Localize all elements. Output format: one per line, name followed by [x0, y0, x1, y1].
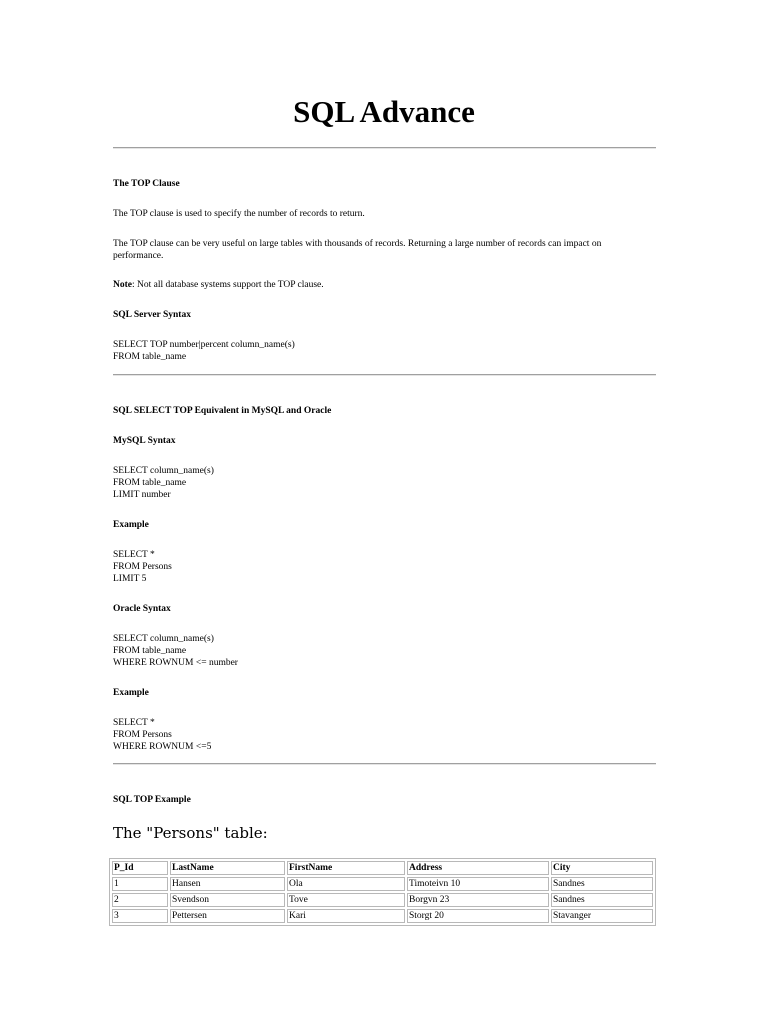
code-line: SELECT *: [113, 718, 155, 728]
table-row: [112, 909, 653, 923]
table-header-row: [112, 861, 653, 875]
table-cell: Storgt 20: [407, 909, 549, 923]
code-line: FROM Persons: [113, 562, 172, 572]
column-header: FirstName: [287, 861, 405, 875]
table-cell: Timoteivn 10: [407, 877, 549, 891]
table-cell: Sandnes: [551, 877, 653, 891]
mysql-syntax-code: [113, 465, 643, 501]
code-line: SELECT column_name(s): [113, 634, 214, 644]
table-cell: 1: [112, 877, 168, 891]
oracle-example-code: [113, 717, 643, 753]
table-row: [112, 893, 653, 907]
oracle-syntax-heading: Oracle Syntax: [113, 604, 171, 614]
column-header: Address: [407, 861, 549, 875]
code-line: FROM table_name: [113, 478, 187, 488]
sqlserver-syntax-heading: SQL Server Syntax: [113, 310, 191, 320]
table-cell: Kari: [287, 909, 405, 923]
divider: [113, 763, 656, 765]
oracle-example-heading: Example: [113, 688, 149, 698]
mysql-example-heading: Example: [113, 520, 149, 530]
section-heading-top-example: SQL TOP Example: [113, 795, 191, 805]
code-line: LIMIT 5: [113, 574, 147, 584]
table-cell: Sandnes: [551, 893, 653, 907]
table-cell: Tove: [287, 893, 405, 907]
paragraph-top-purpose: The TOP clause is used to specify the number of records to return.: [113, 209, 365, 219]
code-line: LIMIT number: [113, 490, 171, 500]
note-label: Note: [113, 280, 132, 290]
code-line: FROM table_name: [113, 646, 187, 656]
note-paragraph: [113, 279, 643, 291]
paragraph-top-usefulness: The TOP clause can be very useful on large tables with thousands of records. Returning a large number of records can impact on performance.: [113, 239, 602, 261]
table-cell: Borgvn 23: [407, 893, 549, 907]
column-header: P_Id: [112, 861, 168, 875]
note-text: : Not all database systems support the TOP clause.: [132, 280, 324, 290]
table-cell: Ola: [287, 877, 405, 891]
mysql-syntax-heading: MySQL Syntax: [113, 436, 176, 446]
table-cell: 2: [112, 893, 168, 907]
code-line: WHERE ROWNUM <=5: [113, 742, 212, 752]
column-header: LastName: [170, 861, 285, 875]
column-header: City: [551, 861, 653, 875]
code-line: WHERE ROWNUM <= number: [113, 658, 238, 668]
table-cell: Hansen: [170, 877, 285, 891]
table-cell: Pettersen: [170, 909, 285, 923]
table-cell: Svendson: [170, 893, 285, 907]
table-cell: 3: [112, 909, 168, 923]
page-title: SQL Advance: [293, 94, 475, 129]
table-row: [112, 877, 653, 891]
code-line: FROM Persons: [113, 730, 172, 740]
divider: [113, 147, 656, 149]
oracle-syntax-code: [113, 633, 643, 669]
section-heading-top-clause: The TOP Clause: [113, 179, 180, 189]
code-line: SELECT column_name(s): [113, 466, 214, 476]
code-line: SELECT TOP number|percent column_name(s): [113, 340, 295, 350]
divider: [113, 374, 656, 376]
sqlserver-syntax-code: [113, 339, 643, 363]
section-heading-equivalent: SQL SELECT TOP Equivalent in MySQL and Oracle: [113, 406, 332, 416]
persons-table: [109, 858, 656, 926]
mysql-example-code: [113, 549, 643, 585]
table-cell: Stavanger: [551, 909, 653, 923]
code-line: FROM table_name: [113, 352, 187, 362]
table-caption: The "Persons" table:: [113, 824, 268, 842]
code-line: SELECT *: [113, 550, 155, 560]
